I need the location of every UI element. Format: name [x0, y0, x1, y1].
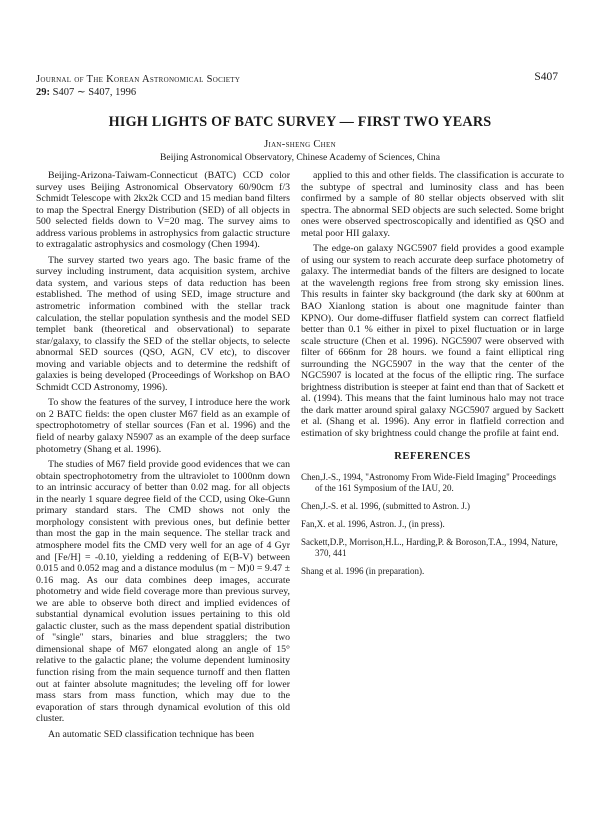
reference-item: Fan,X. et al. 1996, Astron. J., (in press).: [301, 519, 445, 530]
reference-item: Shang et al. 1996 (in preparation).: [301, 566, 425, 577]
paragraph: To show the features of the survey, I introduce here the work on 2 BATC fields: the open cluster M67 field as an example of spectrophotometry of stellar sources (Fan et al. 1996) and the field of nearby galaxy N5907 as an example of the deep surface photometry (Shang et al. 1996).: [36, 397, 290, 455]
reference-item: Chen,J.-S. et al. 1996, (submitted to Astron. J.): [301, 501, 470, 512]
journal-volume-line: [36, 86, 240, 99]
journal-volume: 29:: [36, 87, 50, 98]
paragraph: The edge-on galaxy NGC5907 field provides a good example of using our system to reach accurate deep surface photometry of galaxy. The intermediat bands of the filters are designed to locate at the wavelength regions free from strong sky emission lines. This results in fainter sky background (the dark sky at 600nm at BAO Xianlong station is about one magnitude fainter than KPNO). Our dome-diffuser flatfield system can correct flatfield better than 0.1 % either in pixel to pixel fluctuation or in large scale structure (Chen et al. 1996). NGC5907 were observed with filter of 666nm for 28 hours. we found a faint elliptical ring surrounding the NGC5907 in the way that the center of the NGC5907 is located at the focus of the elliptic ring. The surface brightness distribution is steeper at faint end than that of Sackett et al. (1994). This means that the faint luminous halo may not trace the dark matter around spiral galaxy NGC5907 argued by Sackett et al. (Shang et al. 1996). Any error in flatfield correction and estimation of sky brightness could change the profile at faint end.: [301, 243, 564, 440]
paragraph: Beijing-Arizona-Taiwam-Connecticut (BATC) CCD color survey uses Beijing Astronomical Observatory 60/90cm f/3 Schmidt Telescope with 2kx2k CCD and 15 median band filters to map the Spectral Energy Distribution (SED) of all objects in 500 selected fields down to V=20 mag. The survey aims to address various problems in astrophysics from galactic structure to extragalatic astrophysics and cosmology (Chen 1994).: [36, 170, 290, 251]
right-column: [301, 170, 564, 584]
reference-item: Chen,J.-S., 1994, "Astronomy From Wide-Field Imaging" Proceedings of the 161 Symposium of the IAU, 20.: [301, 472, 557, 494]
paper-affiliation: Beijing Astronomical Observatory, Chinese Academy of Sciences, China: [160, 152, 440, 163]
references-heading: REFERENCES: [394, 450, 471, 462]
journal-header: [36, 73, 240, 99]
journal-name: Journal of The Korean Astronomical Society: [36, 74, 241, 85]
paragraph: applied to this and other fields. The classification is accurate to the subtype of spectral and luminosity class and has been confirmed by a sample of 80 stellar objects observed with slit spectra. The abnormal SED objects are such selected. Some bright ones were observed spectroscopically and identified as QSO and metal poor HII galaxy.: [301, 170, 564, 239]
journal-pages: S407 ∼ S407, 1996: [50, 87, 137, 98]
paragraph: The studies of M67 field provide good evidences that we can obtain spectrophotometry from the ultraviolet to 1000nm down to an intrinsic accuracy of better than 0.02 mag. for all objects in the nearly 1 square degree field of the CCD, using Oke-Gunn primary standard stars. The CMD shows not only the morphology consistent with previous ones, but definie better than most the gap in the main sequence. The stellar track and atmosphere model fits the CMD very well for an age of 4 Gyr and [Fe/H] = -0.10, yielding a reddening of E(B-V) between 0.015 and 0.052 mag and a distance modulus (m − M)0 = 9.47 ± 0.16 mag. As our data combines deep images, accurate photometry and wide field coverage more than previous survey, we are able to observe both direct and implied evidences of substantial dynamical evolution issues pertaining to this old galactic cluster, such as the mass dependent spatial distribution of "single" stars, binaries and blue stragglers; the two dimensional shape of M67 elongated along an angle of 15° relative to the galactic plane; the volume dependent luminosity function rising from the main sequence turnoff and then flatten out at fainter absolute magnitudes; the leveling off for lower mass stars from mass function, which may due to the evaporation of stars through dynamical evolution of this old cluster.: [36, 459, 290, 725]
left-column: [36, 170, 290, 744]
paper-title: HIGH LIGHTS OF BATC SURVEY — FIRST TWO YEARS: [108, 114, 492, 130]
paragraph: An automatic SED classification technique has been: [48, 728, 255, 740]
reference-item: Sackett,D.P., Morrison,H.L., Harding,P. & Boroson,T.A., 1994, Nature, 370, 441: [301, 537, 558, 559]
paragraph: The survey started two years ago. The basic frame of the survey including instrument, data acquisition system, archive data system, and various steps of data reduction has been established. The method of using SED, image structure and astrometric information combined with the stellar track calculation, the stellar population synthesis and the model SED templet bank (theoretical and observational) to separate star/galaxy, to classify the SED of the stellar objects, to selecte abnormal SED sources (QSO, AGN, CV etc), to discover moving and variable objects and to determine the redshift of galaxies is being developed (Proceedings of Workshop on BAO Schmidt CCD Astronomy, 1996).: [36, 254, 290, 393]
page-number: S407: [534, 71, 558, 83]
paper-author: Jian-sheng Chen: [264, 139, 336, 150]
